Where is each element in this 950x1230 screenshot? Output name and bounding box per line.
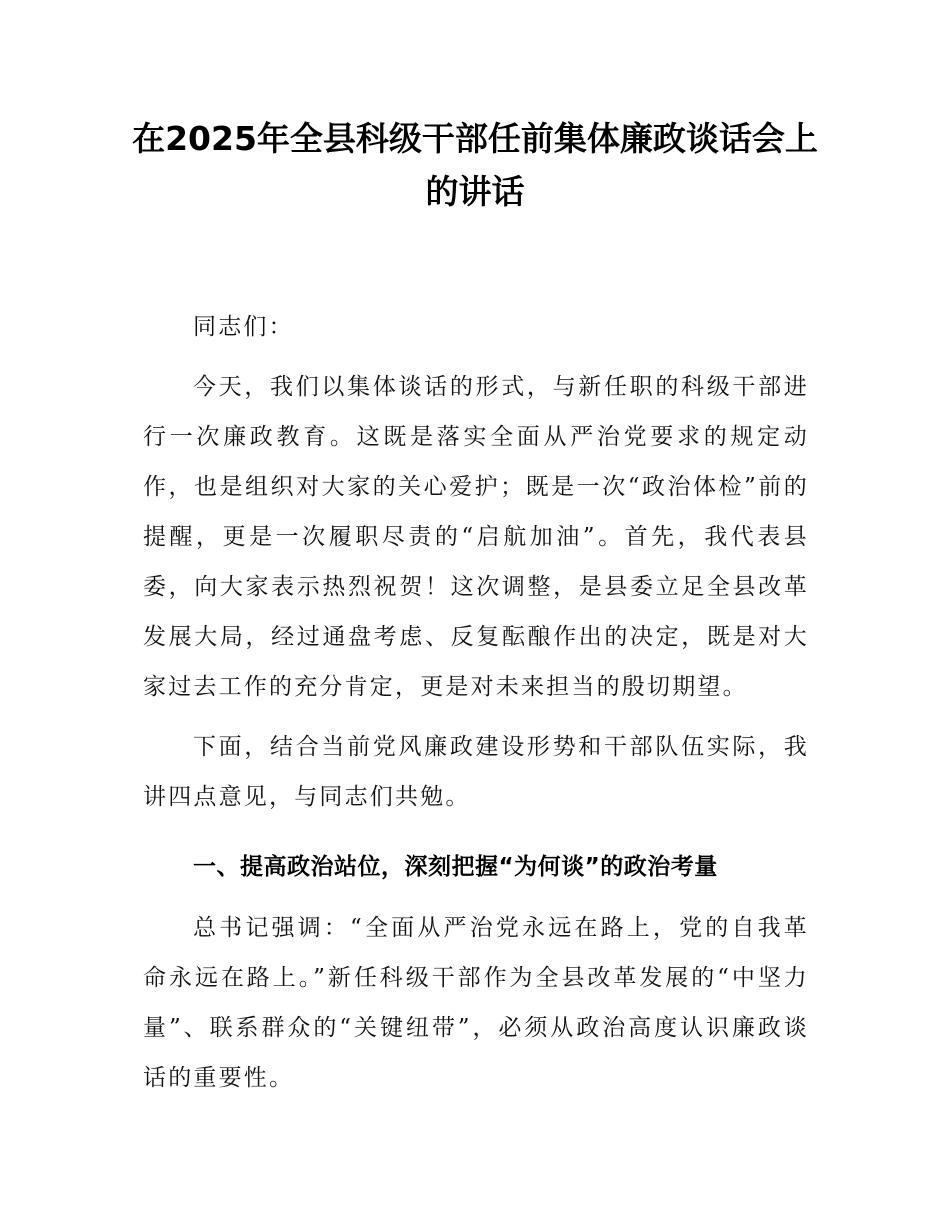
paragraph-outline: 下面，结合当前党风廉政建设形势和干部队伍实际，我讲四点意见，与同志们共勉。	[143, 734, 809, 810]
paragraph-section-1: 总书记强调：“全面从严治党永远在路上，党的自我革命永远在路上。”新任科级干部作为全县改革发展的“中坚力量”、联系群众的“关键纽带”，必须从政治高度认识廉政谈话的重要性。	[143, 915, 809, 1091]
document-title: 在2025年全县科级干部任前集体廉政谈话会上的讲话	[132, 119, 818, 211]
section-heading-1: 一、提高政治站位，深刻把握“为何谈”的政治考量	[193, 854, 718, 880]
paragraph-opening: 今天，我们以集体谈话的形式，与新任职的科级干部进行一次廉政教育。这既是落实全面从严治党要求的规定动作，也是组织对大家的关心爱护；既是一次“政治体检”前的提醒，更是一次履职尽责的“启航加油”。首先，我代表县委，向大家表示热烈祝贺！这次调整，是县委立足全县改革发展大局，经过通盘考虑、反复酝酿作出的决定，既是对大家过去工作的充分肯定，更是对未来担当的殷切期望。	[143, 374, 809, 700]
salutation: 同志们：	[193, 314, 294, 340]
